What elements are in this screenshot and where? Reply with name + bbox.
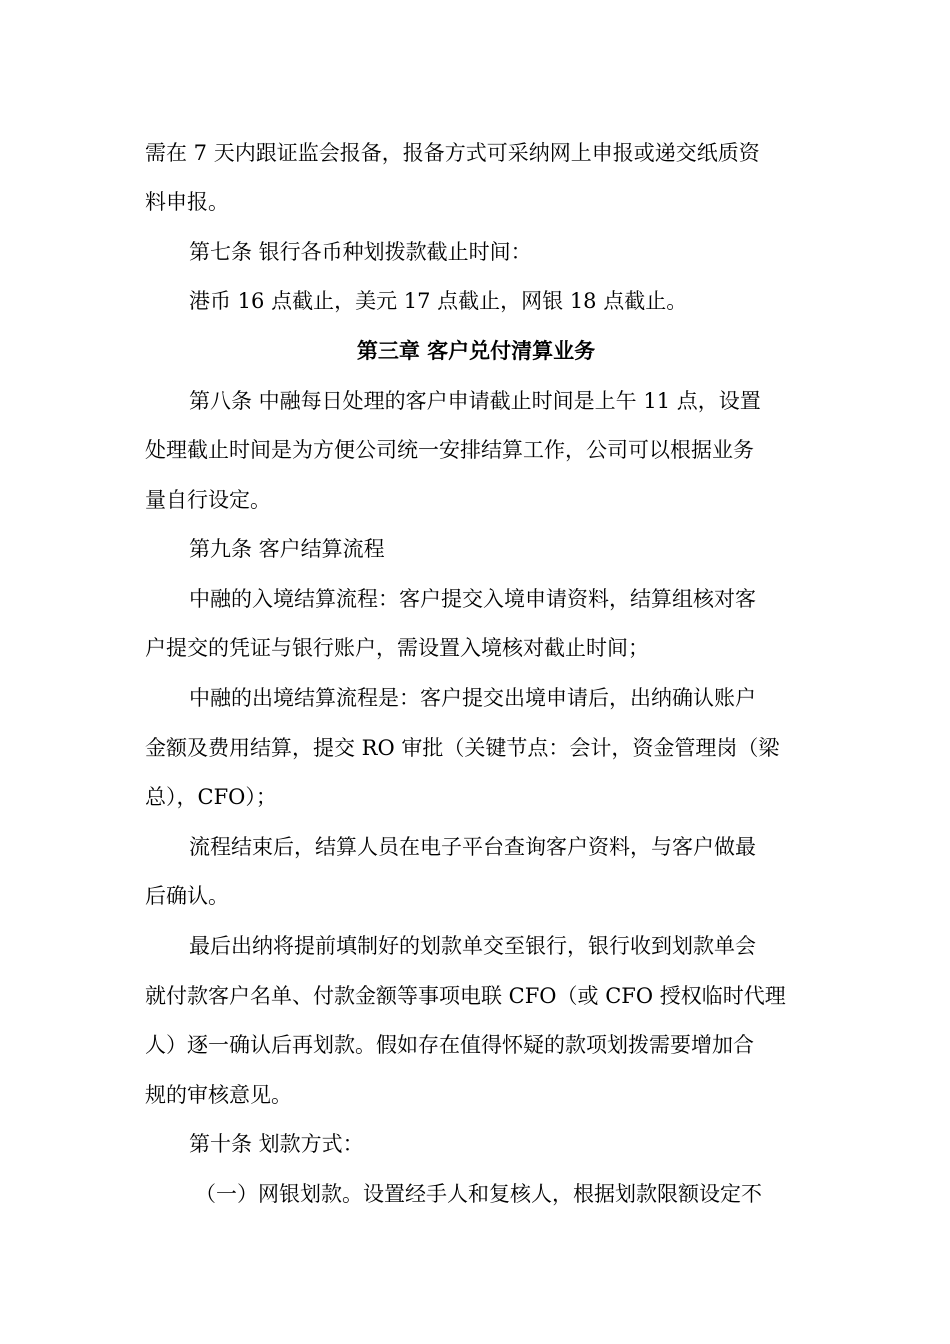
article-8-line: 第八条 中融每日处理的客户申请截止时间是上午 11 点，设置 <box>189 389 761 413</box>
paragraph-line: 港币 16 点截止，美元 17 点截止，网银 18 点截止。 <box>189 289 688 313</box>
paragraph-line: 户提交的凭证与银行账户，需设置入境核对截止时间； <box>145 636 649 660</box>
paragraph-line: 规的审核意见。 <box>145 1083 292 1107</box>
paragraph-line: 总），CFO）； <box>145 785 277 809</box>
list-item-line: （一）网银划款。设置经手人和复核人，根据划款限额设定不 <box>195 1182 762 1206</box>
chapter-heading: 第三章 客户兑付清算业务 <box>356 339 596 363</box>
article-10-line: 第十条 划款方式： <box>189 1132 364 1156</box>
paragraph-line: 中融的出境结算流程是：客户提交出境申请后，出纳确认账户 <box>189 686 756 710</box>
paragraph-line: 金额及费用结算，提交 RO 审批（关键节点：会计，资金管理岗（梁 <box>145 736 780 760</box>
paragraph-line: 后确认。 <box>145 884 229 908</box>
paragraph-line: 流程结束后，结算人员在电子平台查询客户资料，与客户做最 <box>189 835 756 859</box>
paragraph-line: 就付款客户名单、付款金额等事项电联 CFO（或 CFO 授权临时代理 <box>145 984 786 1008</box>
article-7-line: 第七条 银行各币种划拨款截止时间： <box>189 240 532 264</box>
paragraph-line: 需在 7 天内跟证监会报备，报备方式可采纳网上申报或递交纸质资 <box>145 141 760 165</box>
paragraph-line: 中融的入境结算流程：客户提交入境申请资料，结算组核对客 <box>189 587 756 611</box>
paragraph-line: 量自行设定。 <box>145 488 271 512</box>
paragraph-line: 人）逐一确认后再划款。假如存在值得怀疑的款项划拨需要增加合 <box>145 1033 754 1057</box>
paragraph-line: 处理截止时间是为方便公司统一安排结算工作，公司可以根据业务 <box>145 438 754 462</box>
paragraph-line: 最后出纳将提前填制好的划款单交至银行，银行收到划款单会 <box>189 934 756 958</box>
paragraph-line: 料申报。 <box>145 190 229 214</box>
article-9-line: 第九条 客户结算流程 <box>189 537 385 561</box>
